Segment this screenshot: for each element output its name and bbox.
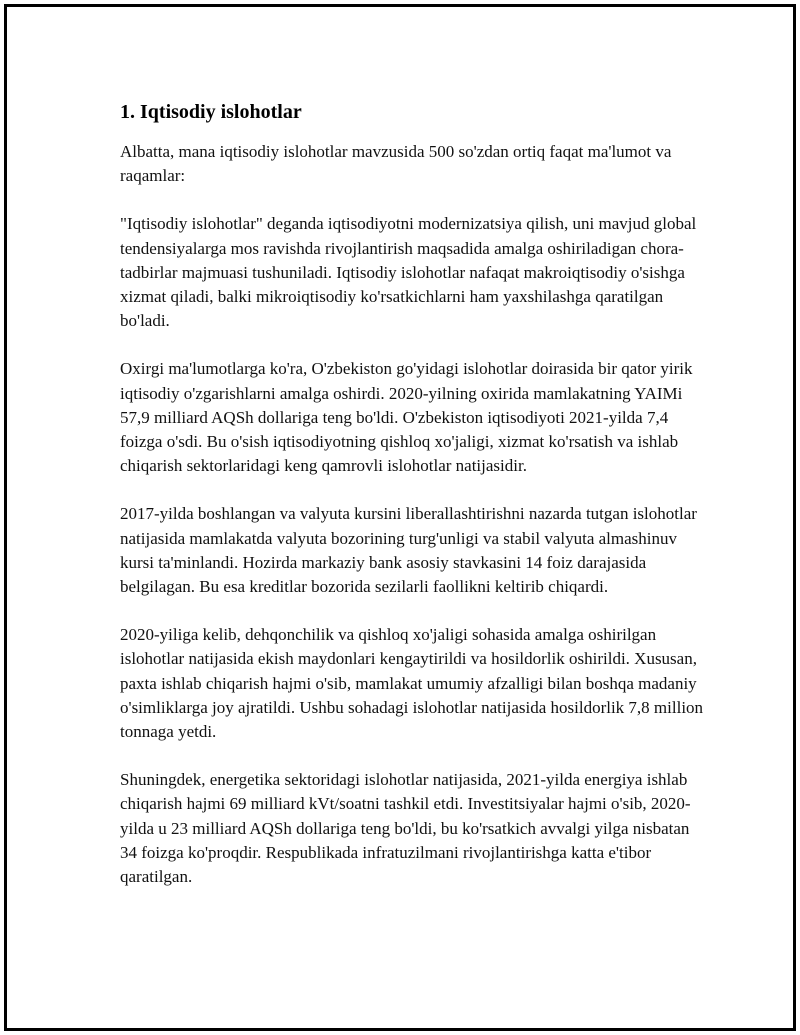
paragraph-currency: 2017-yilda boshlangan va valyuta kursini liberallashtirishni nazarda tutgan islohotlar natijasida mamlakatda valyuta bozorining turg'unligi va stabil valyuta almashinuv kursi ta'minlandi. Hozirda markaziy bank asosiy stavkasini 14 foiz darajasida belgilagan. Bu esa kreditlar bozorida sezilarli faollikni keltirib chiqardi. [120, 504, 697, 597]
document-content [120, 99, 710, 913]
section-heading: 1. Iqtisodiy islohotlar [120, 101, 302, 123]
document-page [4, 4, 796, 1031]
paragraph-energy: Shuningdek, energetika sektoridagi islohotlar natijasida, 2021-yilda energiya ishlab chiqarish hajmi 69 milliard kVt/soatni tashkil etdi. Investitsiyalar hajmi o'sib, 2020-yilda u 23 milliard AQSh dollariga teng bo'ldi, bu ko'rsatkich avvalgi yilga nisbatan 34 foizga ko'proqdir. Respublikada infratuzilmani rivojlantirishga katta e'tibor qaratilgan. [120, 770, 691, 887]
paragraph-agriculture: 2020-yiliga kelib, dehqonchilik va qishloq xo'jaligi sohasida amalga oshirilgan islohotlar natijasida ekish maydonlari kengaytirildi va hosildorlik oshirildi. Xususan, paxta ishlab chiqarish hajmi o'sib, mamlakat umumiy afzalligi bilan boshqa madaniy o'simliklarga joy ajratildi. Ushbu sohadagi islohotlar natijasida hosildorlik 7,8 million tonnaga yetdi. [120, 625, 704, 742]
paragraph-intro: Albatta, mana iqtisodiy islohotlar mavzusida 500 so'zdan ortiq faqat ma'lumot va raqamlar: [120, 142, 672, 186]
paragraph-definition: "Iqtisodiy islohotlar" deganda iqtisodiyotni modernizatsiya qilish, uni mavjud global tendensiyalarga mos ravishda rivojlantirish maqsadida amalga oshiriladigan chora-tadbirlar majmuasi tushuniladi. Iqtisodiy islohotlar nafaqat makroiqtisodiy o'sishga xizmat qiladi, balki mikroiqtisodiy ko'rsatkichlarni ham yaxshilashga qaratilgan bo'ladi. [120, 214, 697, 331]
paragraph-gdp: Oxirgi ma'lumotlarga ko'ra, O'zbekiston go'yidagi islohotlar doirasida bir qator yirik iqtisodiy o'zgarishlarni amalga oshirdi. 2020-yilning oxirida mamlakatning YAIMi 57,9 milliard AQSh dollariga teng bo'ldi. O'zbekiston iqtisodiyoti 2021-yilda 7,4 foizga o'sdi. Bu o'sish iqtisodiyotning qishloq xo'jaligi, xizmat ko'rsatish va ishlab chiqarish sektorlaridagi keng qamrovli islohotlar natijasidir. [120, 359, 693, 476]
